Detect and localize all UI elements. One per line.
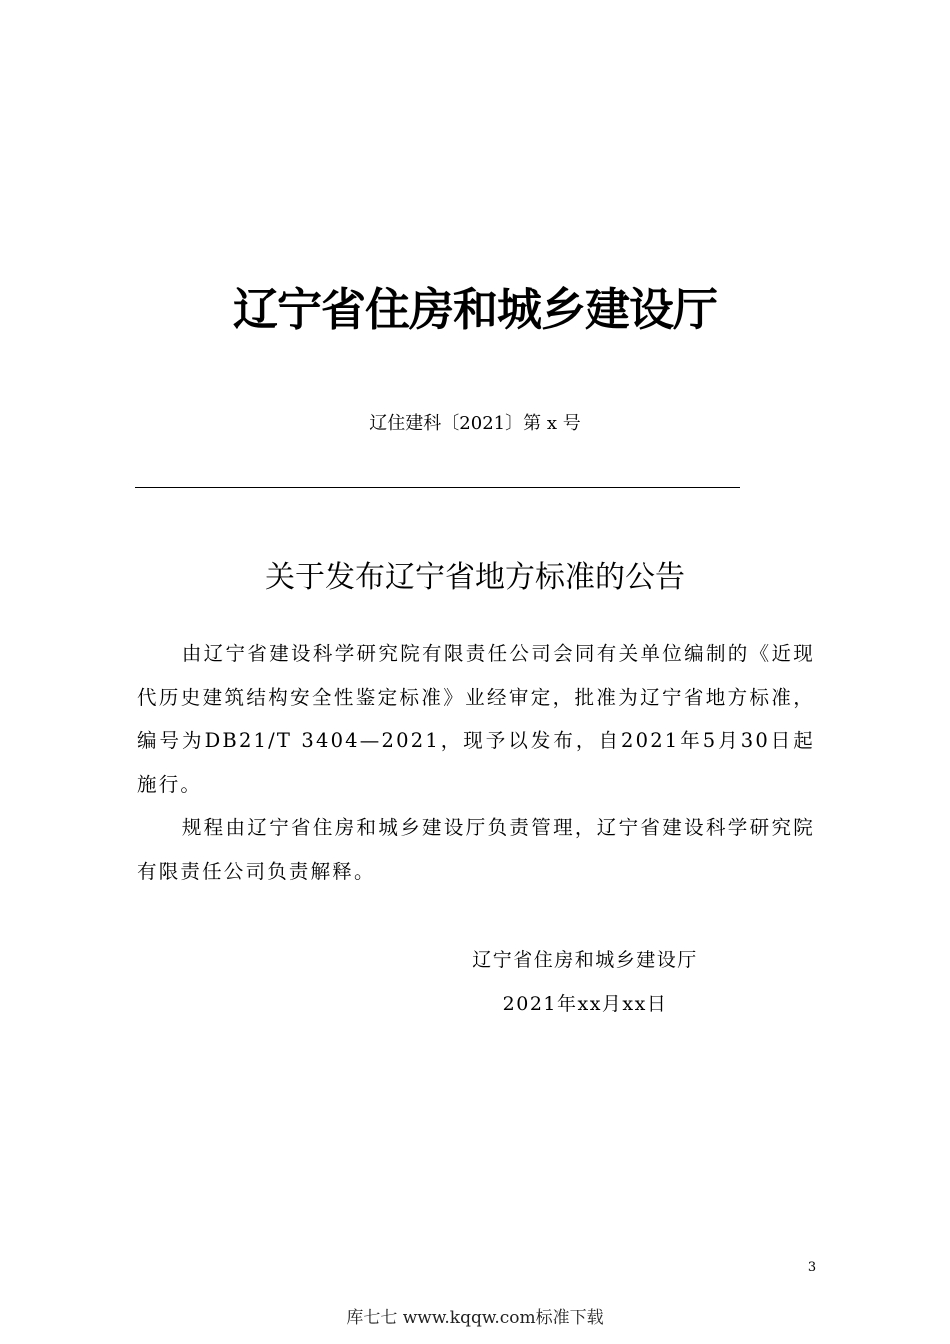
notice-body (137, 632, 815, 893)
page-number: 3 (807, 1260, 817, 1275)
signature-block (430, 938, 740, 1026)
header-divider (135, 487, 740, 488)
notice-paragraph-2: 规程由辽宁省住房和城乡建设厅负责管理，辽宁省建设科学研究院有限责任公司负责解释。 (137, 816, 815, 883)
watermark-text: 库七七 www.kqqw.com标准下载 (346, 1308, 604, 1328)
organization-title: 辽宁省住房和城乡建设厅 (232, 283, 717, 336)
issuer-name: 辽宁省住房和城乡建设厅 (472, 949, 698, 971)
document-number: 辽住建科〔2021〕第 x 号 (369, 413, 581, 434)
issue-date: 2021年xx月xx日 (502, 993, 668, 1015)
notice-title: 关于发布辽宁省地方标准的公告 (265, 560, 685, 595)
notice-paragraph-1: 由辽宁省建设科学研究院有限责任公司会同有关单位编制的《近现代历史建筑结构安全性鉴定标准》业经审定，批准为辽宁省地方标准，编号为DB21/T 3404—2021，现予以发布，自2021年5月30日起施行。 (137, 642, 815, 796)
